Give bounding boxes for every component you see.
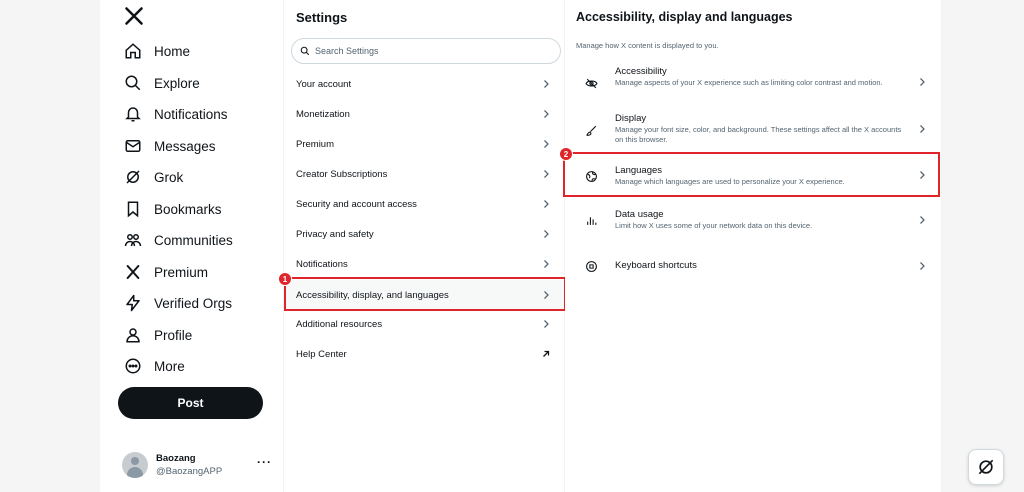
detail-item-title: Keyboard shortcuts [615,260,697,271]
account-handle: @BaozangAPP [156,466,223,477]
nav-item-explore[interactable] [124,70,200,96]
chevron-right-icon [540,108,552,120]
detail-subtitle: Manage how X content is displayed to you. [576,41,719,50]
chevron-right-icon [540,78,552,90]
globe-icon [584,169,598,183]
keyboard-shortcut-icon [584,259,598,273]
nav-item-notifications[interactable] [124,101,228,127]
nav-item-label: More [154,358,185,374]
post-button[interactable]: Post [118,387,263,419]
detail-item-desc: Manage your font size, color, and background. These settings affect all the X accounts on this browser. [615,125,902,144]
page-title: Settings [296,10,348,25]
detail-item-desc: Limit how X uses some of your network data on this device. [615,221,813,230]
nav-item-label: Communities [154,232,233,248]
chevron-right-icon [540,228,552,240]
settings-item-label: Monetization [296,108,350,120]
x-logo-icon[interactable] [124,6,144,26]
settings-item-security[interactable] [284,189,564,219]
right-gutter [942,0,1024,492]
settings-item-help-center[interactable] [284,339,564,369]
chevron-right-icon [540,138,552,150]
chevron-right-icon [916,214,928,226]
communities-icon [124,231,142,249]
chevron-right-icon [540,289,552,301]
nav-item-label: Notifications [154,106,228,122]
settings-item-privacy[interactable] [284,219,564,249]
nav-item-label: Profile [154,327,193,343]
more-dots-icon[interactable]: ··· [257,455,272,469]
detail-item-keyboard-shortcuts[interactable] [565,252,940,280]
bookmark-icon [124,200,142,218]
chevron-right-icon [916,169,928,181]
lightning-icon [124,294,142,312]
grok-icon [976,457,996,477]
detail-item-title: Languages [615,165,663,176]
settings-item-label: Notifications [296,258,348,270]
avatar [122,452,148,478]
step-badge-2: 2 [559,147,573,161]
bell-icon [124,105,142,123]
settings-item-label: Additional resources [296,318,383,330]
nav-item-home[interactable] [124,38,190,64]
primary-nav [100,0,283,492]
account-name: Baozang [156,453,196,464]
settings-item-label: Help Center [296,348,347,360]
chevron-right-icon [540,198,552,210]
chevron-right-icon [540,258,552,270]
settings-item-your-account[interactable] [284,69,564,99]
grok-floating-button[interactable] [968,449,1004,485]
grok-icon [124,168,142,186]
search-icon [124,74,142,92]
eye-slash-icon [584,76,598,90]
nav-item-profile[interactable] [124,322,192,348]
settings-item-additional-resources[interactable] [284,309,564,339]
detail-item-display[interactable] [565,107,940,151]
settings-item-label: Privacy and safety [296,228,374,240]
nav-item-verified-orgs[interactable] [124,290,232,316]
detail-item-title: Data usage [615,209,664,220]
nav-item-label: Messages [154,138,216,154]
left-gutter [0,0,100,492]
detail-item-languages[interactable] [565,156,940,196]
nav-item-label: Explore [154,75,200,91]
search-input[interactable] [315,46,535,56]
chevron-right-icon [916,260,928,272]
search-icon [300,46,310,56]
settings-item-label: Creator Subscriptions [296,168,388,180]
external-link-icon [540,348,552,360]
step-badge-1: 1 [278,272,292,286]
settings-item-creator-subscriptions[interactable] [284,159,564,189]
nav-item-label: Grok [154,169,184,185]
chevron-right-icon [540,168,552,180]
detail-item-title: Display [615,113,647,124]
search-box[interactable] [291,38,561,64]
person-icon [124,326,142,344]
nav-item-premium[interactable] [124,259,208,285]
chevron-right-icon [540,318,552,330]
settings-item-label: Security and account access [296,198,417,210]
detail-item-data-usage[interactable] [565,202,940,238]
nav-item-label: Bookmarks [154,201,222,217]
settings-column [283,0,565,492]
nav-item-label: Premium [154,264,209,280]
detail-item-desc: Manage which languages are used to personalize your X experience. [615,177,845,186]
more-circle-icon [124,357,142,375]
nav-item-label: Home [154,43,191,59]
settings-item-premium[interactable] [284,129,564,159]
nav-item-communities[interactable] [124,227,233,253]
nav-item-grok[interactable] [124,164,183,190]
home-icon [124,42,142,60]
settings-item-monetization[interactable] [284,99,564,129]
detail-item-accessibility[interactable] [565,60,940,104]
envelope-icon [124,137,142,155]
detail-item-desc: Manage aspects of your X experience such as limiting color contrast and motion. [615,78,883,87]
nav-item-more[interactable] [124,353,185,379]
bar-chart-icon [584,213,598,227]
detail-title: Accessibility, display and languages [576,10,793,24]
brush-icon [584,123,598,137]
settings-item-label: Premium [296,138,335,150]
nav-item-bookmarks[interactable] [124,196,222,222]
nav-item-messages[interactable] [124,133,216,159]
settings-item-notifications[interactable] [284,249,564,279]
account-switcher[interactable] [122,449,272,481]
settings-item-accessibility[interactable] [284,280,564,310]
detail-item-title: Accessibility [615,66,667,77]
x-logo-icon [124,263,142,281]
detail-column [565,0,942,492]
settings-item-label: Accessibility, display, and languages [296,289,449,301]
settings-item-label: Your account [296,78,352,90]
chevron-right-icon [916,76,928,88]
nav-item-label: Verified Orgs [154,295,233,311]
chevron-right-icon [916,123,928,135]
